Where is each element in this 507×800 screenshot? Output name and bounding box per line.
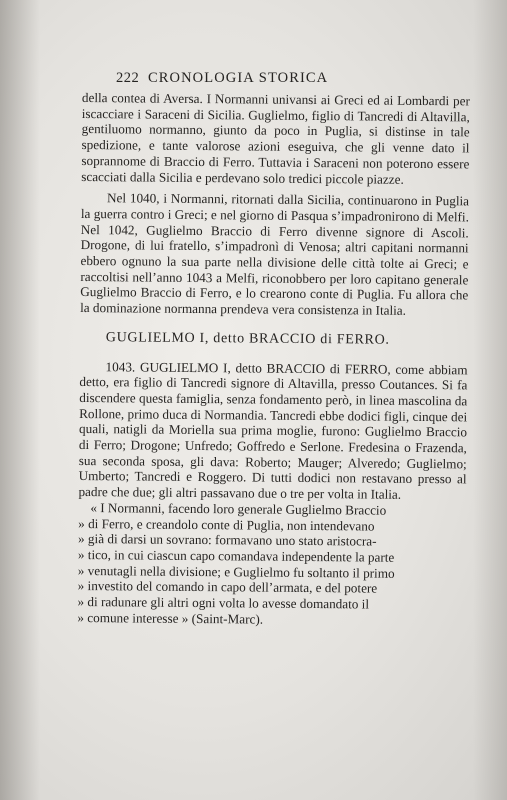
paragraph-continuation: della contea di Aversa. I Normanni univansi ai Greci ed ai Lombardi per iscacciare i Saraceni di Sicilia. Guglielmo, figlio di Tancredi di Altavilla, gentiluomo normanno, giunto da poco in Puglia, si distinse in tale spedizione, e tante valorose azioni eseguiva, che gli venne dato il soprannome di Braccio di Ferro. Tuttavia i Saraceni non poterono essere scacciati dalla Sicilia e perdevano solo tredici piccole piazze. bbox=[81, 90, 470, 187]
quote-line: » comune interesse » (Saint-Marc). bbox=[77, 609, 264, 627]
running-title: CRONOLOGIA STORICA bbox=[148, 70, 329, 86]
section-heading: GUGLIELMO I, detto BRACCIO di FERRO. bbox=[105, 330, 390, 348]
quote-line: « I Normanni, facendo loro generale Guglielmo Braccio bbox=[90, 499, 387, 518]
quote-line: » di radunare gli altri ogni volta lo avesse domandato il bbox=[77, 594, 370, 612]
body-text bbox=[77, 90, 470, 629]
quote-line: » investito del comando in capo dell’armata, e del potere bbox=[77, 578, 378, 596]
quote-line: » tico, in cui ciascun capo comandava independente la parte bbox=[77, 546, 395, 565]
paragraph-1040: Nel 1040, i Normanni, ritornati dalla Sicilia, continuarono in Puglia la guerra contro i Greci; e nel giorno di Pasqua s’impadronirono di Melfi. Nel 1042, Guglielmo Braccio di Ferro divenne signore di Ascoli. Drogone, di lui fratello, s’impadronì di Venosa; altri capitani normanni ebbero ognuno la sua parte nella divisione delle città tolte ai Greci; e raccoltisi nell’anno 1043 a Melfi, riconobbero per loro capitano generale Guglielmo Braccio di Ferro, e lo crearono conte di Puglia. Fu allora che la dominazione normanna prendeva vera consistenza in Italia. bbox=[80, 190, 470, 318]
quote-line: » già di darsi un sovrano: formavano uno stato aristocra- bbox=[78, 531, 377, 549]
quote-line: » di Ferro, e creandolo conte di Puglia, non intendevano bbox=[78, 515, 375, 534]
quote-line: » venutagli nella divisione; e Guglielmo fu soltanto il primo bbox=[77, 562, 395, 581]
page-number: 222 bbox=[116, 70, 140, 86]
paragraph-1043: 1043. GUGLIELMO I, detto BRACCIO di FERRO, come abbiam detto, era figlio di Tancredi signore di Altavilla, presso Coutances. Si fa discendere questa famiglia, senza fondamento però, in linea mascolina da Rollone, primo duca di Normandia. Tancredi ebbe dodici figli, cinque dei quali, natigli da Moriella sua prima moglie, furono: Guglielmo Braccio di Ferro; Drogone; Unfredo; Goffredo e Serlone. Fredesina o Frazenda, sua seconda sposa, gli dava: Roberto; Mauger; Alveredo; Guglielmo; Umberto; Tancredi e Roggero. Di tutti dodici non restavano presso al padre che due; gli altri passavano due o tre per volta in Italia. bbox=[78, 358, 468, 502]
quotation-block bbox=[77, 500, 466, 629]
page-header bbox=[116, 70, 400, 88]
